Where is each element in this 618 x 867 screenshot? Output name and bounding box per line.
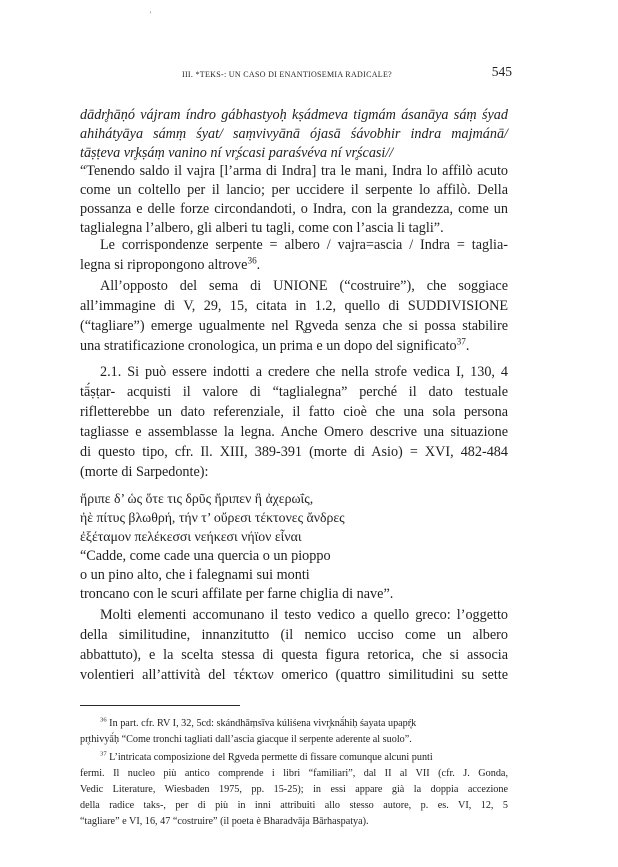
running-title: III. *TEKS-: UN CASO DI ENANTIOSEMIA RADICALE?	[182, 70, 393, 79]
vedic-line: tāṣṭeva vr̥kṣáṃ vanino ní vr̥ścasi paraśvéva ní vr̥ścasi//	[80, 145, 394, 161]
text-line: (morte di Sarpedonte):	[80, 464, 209, 480]
greek-line: ἠὲ πίτυς βλωθρή, τήν τ’ οὔρεσι τέκτονες ἄνδρες	[80, 510, 345, 525]
translation-line: taglialegna l’albero, gli alberi tu tagli, come con l’ascia li tagli”.	[80, 220, 444, 236]
text-line: Molti elementi accomunano il testo vedico a quello greco: l’oggetto	[100, 607, 508, 623]
footnote-divider	[80, 705, 240, 706]
text-line: all’immagine di V, 29, 15, citata in 1.2, quello di SUDDIVISIONE	[80, 298, 508, 314]
vedic-line: dādr̥hāṇó vájram índro gábhastyoḥ kṣádmeva tigmám ásanāya sáṃ śyad	[80, 107, 508, 123]
translation-line: “Tenendo saldo il vajra [l’arma di Indra] tra le mani, Indra lo affilò acuto	[80, 163, 508, 179]
margin-mark: '	[150, 10, 152, 19]
greek-translation-line: o un pino alto, che i falegnami sui monti	[80, 567, 310, 583]
text-line: All’opposto del sema di UNIONE (“costruire”), che soggiace	[100, 278, 508, 294]
footnote-ref-37[interactable]: 37	[456, 336, 466, 347]
translation-line: possanza e delle forze circondandoti, o Indra, con la grandezza, come un	[80, 201, 508, 217]
greek-translation-line: “Cadde, come cade una quercia o un pioppo	[80, 548, 331, 564]
footnote-line: pr̥thivyā́ḥ “Come tronchi tagliati dall’ascia giacque il serpente aderente al suolo”.	[80, 734, 412, 745]
text-line: rifletterebbe un dato referenziale, il fatto cioè che una sola persona	[80, 404, 508, 420]
text-line: una stratificazione cronologica, un prima e un dopo del significato$^{37}$.	[80, 336, 470, 354]
text-line: della similitudine, innanzitutto (il nemico ucciso come un albero	[80, 627, 508, 643]
footnote-line: $^{37}$ L’intricata composizione del R̥gveda permette di fissare comunque alcuni punti	[100, 750, 433, 763]
text-line: (“tagliare”) emerge ugualmente nel R̥gveda senza che si possa stabilire	[80, 318, 508, 334]
footnote-ref-36[interactable]: 36	[247, 255, 257, 266]
footnote-line: “tagliare” e VI, 16, 47 “costruire” (il poeta è Bharadvāja Bārhaspatya).	[80, 816, 369, 827]
greek-line: ἐξέταμον πελέκεσσι νεήκεσι νήϊον εἶναι	[80, 529, 302, 544]
text-line: abbattuto), e la scelta stessa di questa figura retorica, che si associa	[80, 647, 508, 663]
text-line: di questo tipo, cfr. Il. XIII, 389-391 (morte di Asio) = XVI, 482-484	[80, 444, 508, 460]
text-line: tā́ṣṭar- acquisti il valore di “taglialegna” perché il dato testuale	[80, 384, 508, 400]
text-line: legna si ripropongono altrove$^{36}$.	[80, 255, 261, 273]
text-line: Le corrispondenze serpente = albero / vajra=ascia / Indra = taglia-	[100, 237, 508, 253]
footnote-line: fermi. Il nucleo più antico comprende i libri “familiari”, dal II al VII (cfr. J. Gonda,	[80, 768, 508, 779]
text-line: 2.1. Si può essere indotti a credere che nella strofe vedica I, 130, 4	[100, 364, 508, 380]
text-line: tagliasse e assemblasse la legna. Anche Omero descrive una situazione	[80, 424, 508, 440]
greek-line: ἤριπε δ’ ὡς ὅτε τις δρῦς ἤριπεν ἢ ἀχερωΐς,	[80, 491, 314, 506]
text-line: volentieri all’attività del τέκτων omerico (quattro similitudini su sette	[80, 667, 508, 683]
vedic-line: ahihátyāya sámṃ śyat/ saṃvivyānā ójasā śávobhir indra majmánā/	[80, 126, 508, 142]
footnote-line: $^{36}$ In part. cfr. RV I, 32, 5cd: skándhāṃsīva kúliśena vivr̥knā́hiḥ śayata upapŕ̥k	[100, 716, 417, 729]
footnote-line: Vedic Literature, Wiesbaden 1975, pp. 15-25); in essi appare già la doppia accezione	[80, 784, 508, 795]
greek-translation-line: troncano con le scuri affilate per farne chiglia di nave”.	[80, 586, 394, 602]
translation-line: come un coltello per il lancio; per uccidere il serpente lo affilò. Della	[80, 182, 508, 198]
footnote-line: della radice taks-, per di più in inni attribuiti allo stesso autore, p. es. VI, 12, 5	[80, 800, 508, 811]
page-header	[182, 64, 512, 82]
page-number: 545	[491, 64, 512, 79]
